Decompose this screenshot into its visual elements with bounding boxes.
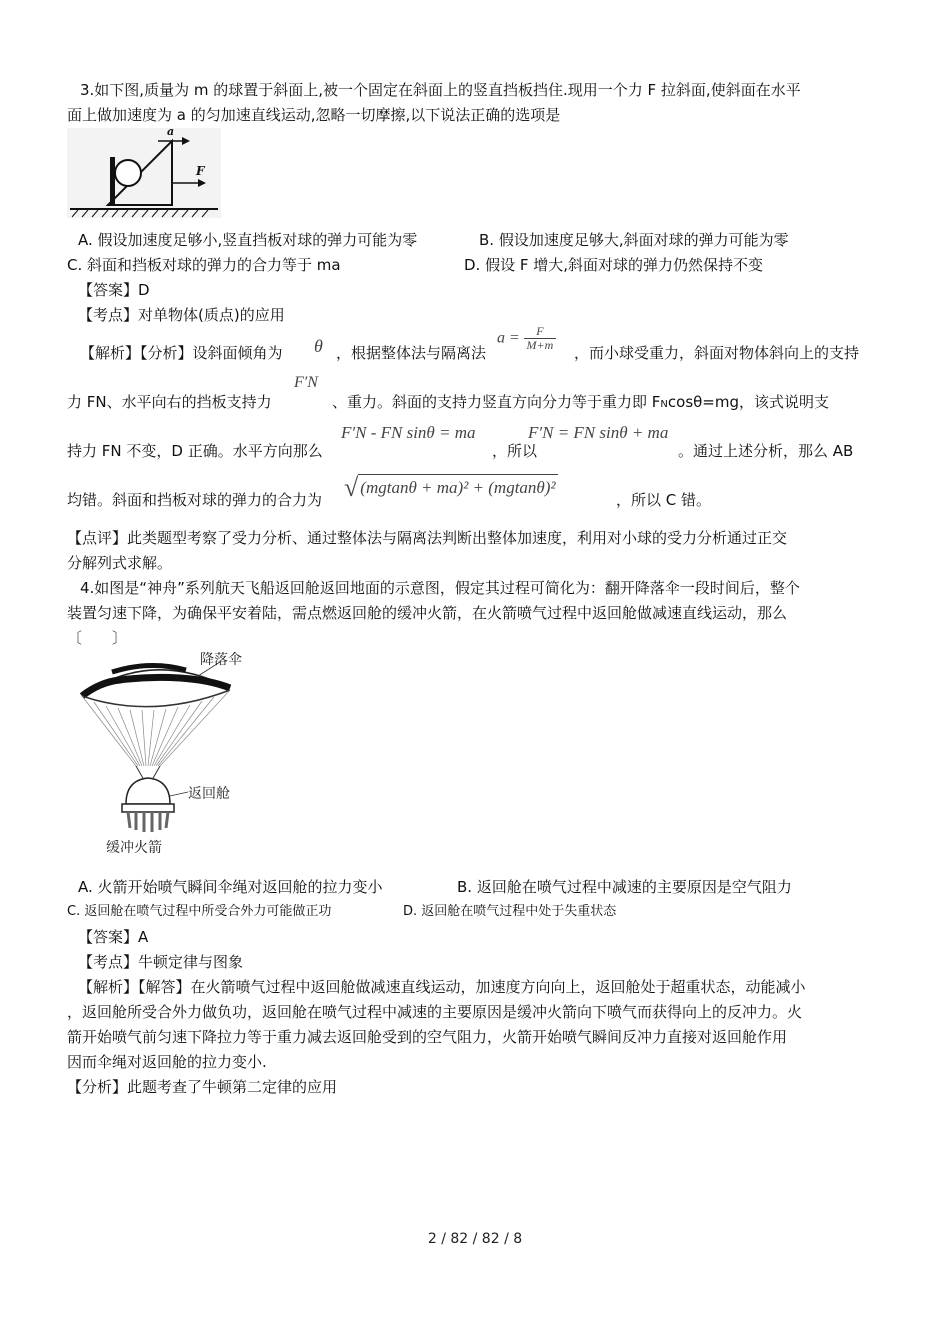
q4-stem-line-3: 〔 〕 [67,629,128,647]
equation-acceleration-fraction [524,325,557,352]
q3-analysis-line-2a: 力 FN、水平向右的挡板支持力 [67,393,272,411]
q4-option-c: C. 返回舱在喷气过程中所受合外力可能做正功 [67,904,332,919]
q3-analysis-line-3b: ，所以 [492,442,538,460]
q3-stem-line-2: 面上做加速度为 a 的匀加速直线运动,忽略一切摩擦,以下说法正确的选项是 [67,106,561,124]
q4-solution-line-2: ，返回舱所受合外力做负功，返回舱在喷气过程中减速的主要原因是缓冲火箭向下喷气而获得向上的反冲力。火 [67,1003,803,1021]
q3-analysis-line-2b-text: 、重力。斜面的支持力竖直方向分力等于重力即 F [332,393,661,411]
q3-analysis-line-1a: 【解析】【分析】设斜面倾角为 [80,344,283,362]
figure-label-f: F [196,164,205,178]
q4-solution-line-3: 箭开始喷气前匀速下降拉力等于重力减去返回舱受到的空气阻力，火箭开始喷气瞬间反冲力直接对返回舱作用 [67,1028,788,1046]
q4-option-b: B. 返回舱在喷气过程中减速的主要原因是空气阻力 [457,878,792,896]
page-number: 2 / 82 / 82 / 8 [427,1231,523,1247]
sqrt-radicand: (mgtanθ + ma)² + (mgtanθ)² [358,474,557,502]
q3-analysis-line-3c: 。通过上述分析，那么 AB [678,442,854,460]
equation-acceleration-lhs: a = [497,329,520,347]
sqrt-expression [344,474,558,502]
q3-option-d: D. 假设 F 增大,斜面对球的弹力仍然保持不变 [464,256,764,274]
q4-answer: 【答案】A [78,928,149,946]
fraction-numerator: F [524,325,557,339]
figure-label-rocket: 缓冲火箭 [106,840,162,856]
fraction-denominator: M+m [526,338,554,352]
q3-comment-line-1: 【点评】此类题型考察了受力分析、通过整体法与隔离法判断出整体加速度，利用对小球的受力分析通过正交 [67,529,788,547]
q4-option-d: D. 返回舱在喷气过程中处于失重状态 [403,904,617,919]
parachute-figure [70,650,250,860]
theta-symbol: θ [314,336,323,356]
q3-analysis-line-2b [332,392,829,415]
equation-resultant-force [344,474,558,502]
equation-horizontal-force: F′N - FN sinθ = ma [341,423,476,442]
q3-analysis-line-3a: 持力 FN 不变，D 正确。水平方向那么 [67,442,323,460]
q3-analysis-line-1b: ，根据整体法与隔离法 [336,344,487,362]
q3-comment-line-2: 分解列式求解。 [67,554,173,572]
q3-option-b: B. 假设加速度足够大,斜面对球的弹力可能为零 [479,231,789,249]
q3-analysis-line-4a: 均错。斜面和挡板对球的弹力的合力为 [67,491,323,509]
q3-topic: 【考点】对单物体(质点)的应用 [78,306,285,324]
figure-label-parachute: 降落伞 [200,652,242,668]
q4-stem-line-2: 装置匀速下降，为确保平安着陆，需点燃返回舱的缓冲火箭，在火箭喷气过程中返回舱做减速直线运动，那么 [67,604,788,622]
q3-analysis-line-1c: ，而小球受重力，斜面对物体斜向上的支持 [574,344,860,362]
q3-analysis-line-2c-text: cosθ=mg，该式说明支 [667,393,830,411]
q4-solution-line-1: 【解析】【解答】在火箭喷气过程中返回舱做减速直线运动，加速度方向向上，返回舱处于超重状态，动能减小 [78,978,806,996]
q4-stem-line-1: 4.如图是“神舟”系列航天飞船返回舱返回地面的示意图，假定其过程可简化为：翻开降落伞一段时间后，整个 [80,579,800,597]
fn-prime-symbol: F′N [294,374,318,391]
q4-topic: 【考点】牛顿定律与图象 [78,953,244,971]
equation-acceleration [497,325,556,352]
q3-option-c: C. 斜面和挡板对球的弹力的合力等于 ma [67,256,341,274]
q3-stem-line-1: 3.如下图,质量为 m 的球置于斜面上,被一个固定在斜面上的竖直挡板挡住.现用一个力 F 拉斜面,使斜面在水平 [80,81,801,99]
q4-analysis: 【分析】此题考查了牛顿第二定律的应用 [67,1078,338,1096]
q3-analysis-line-4b: ，所以 C 错。 [616,491,712,509]
incline-ball-figure [66,127,222,219]
q4-solution-line-4: 因而伞绳对返回舱的拉力变小. [67,1053,267,1071]
sqrt-icon: √ [344,473,359,502]
q4-option-a: A. 火箭开始喷气瞬间伞绳对返回舱的拉力变小 [78,878,383,896]
q3-option-a: A. 假设加速度足够小,竖直挡板对球的弹力可能为零 [78,231,418,249]
q3-answer: 【答案】D [78,281,150,299]
figure-label-a: a [167,127,175,138]
fn-subscript: N [660,399,668,410]
parachute-figure-shape [82,662,230,832]
equation-baffle-force: F′N = FN sinθ + ma [528,423,669,442]
figure-label-capsule: 返回舱 [188,786,230,802]
